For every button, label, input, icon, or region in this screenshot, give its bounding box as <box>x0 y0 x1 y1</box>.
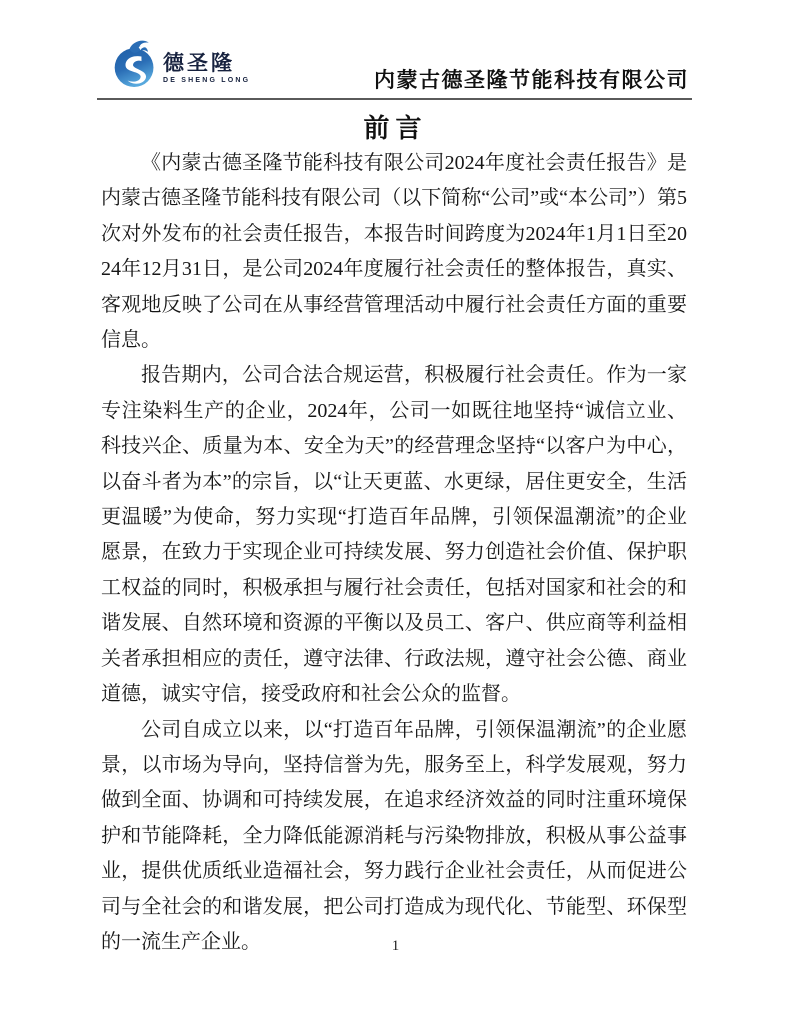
preface-paragraph: 公司自成立以来，以“打造百年品牌，引领保温潮流”的企业愿景，以市场为导向，坚持信誉为先，服务至上，科学发展观，努力做到全面、协调和可持续发展，在追求经济效益的同时注重环境保护和节能降耗，全力降低能源消耗与污染物排放，积极从事公益事业，提供优质纸业造福社会，努力践行企业社会责任，从而促进公司与全社会的和谐发展，把公司打造成为现代化、节能型、环保型的一流生产企业。 <box>101 718 687 953</box>
header-company-name: 内蒙古德圣隆节能科技有限公司 <box>374 68 689 92</box>
logo-chinese-name: 德圣隆 <box>163 51 235 75</box>
preface-paragraph: 《内蒙古德圣隆节能科技有限公司2024年度社会责任报告》是内蒙古德圣隆节能科技有限公司（以下简称“公司”或“本公司”）第5次对外发布的社会责任报告，本报告时间跨度为2024年1月1日至2024年12月31日，是公司2024年度履行社会责任的整体报告，真实、客观地反映了公司在从事经营管理活动中履行社会责任方面的重要信息。 <box>101 152 687 352</box>
header-divider <box>97 98 692 100</box>
preface-paragraph: 报告期内，公司合法合规运营，积极履行社会责任。作为一家专注染料生产的企业，2024年，公司一如既往地坚持“诚信立业、科技兴企、质量为本、安全为天”的经营理念坚持“以客户为中心，以奋斗者为本”的宗旨，以“让天更蓝、水更绿，居住更安全，生活更温暖”为使命，努力实现“打造百年品牌，引领保温潮流”的企业愿景，在致力于实现企业可持续发展、努力创造社会价值、保护职工权益的同时，积极承担与履行社会责任，包括对国家和社会的和谐发展、自然环境和资源的平衡以及员工、客户、供应商等利益相关者承担相应的责任，遵守法律、行政法规，遵守社会公德、商业道德，诚实守信，接受政府和社会公众的监督。 <box>101 364 687 706</box>
logo-english-name: DE SHENG LONG <box>163 76 251 84</box>
dragon-s-logo-icon <box>111 36 159 90</box>
page-number: 1 <box>391 938 400 954</box>
page-title: 前言 <box>363 114 428 143</box>
preface-body <box>101 146 687 960</box>
logo-text <box>163 53 250 84</box>
company-logo <box>111 36 250 90</box>
